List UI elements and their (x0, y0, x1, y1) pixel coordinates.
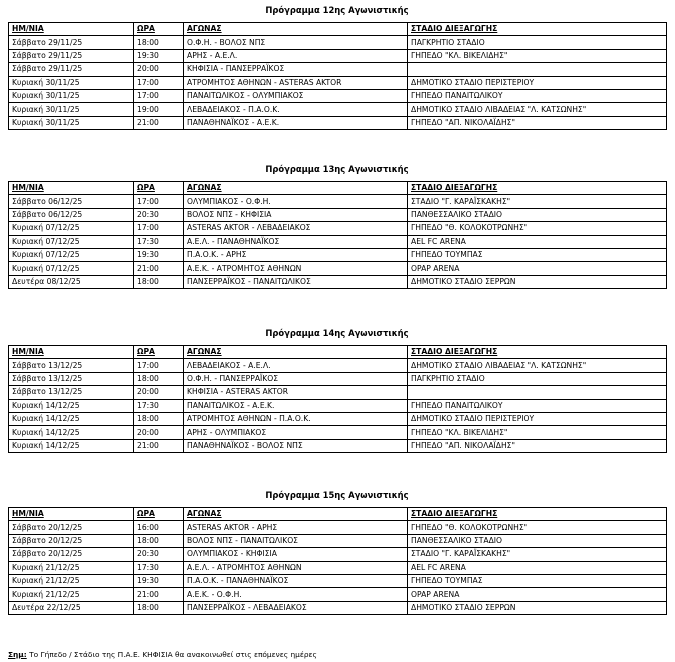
section-title: Πρόγραμμα 13ης Αγωνιστικής (265, 164, 409, 174)
table-row (9, 601, 667, 614)
match-cell: ΠΑΝΑΙΤΩΛΙΚΟΣ - ΟΛΥΜΠΙΑΚΟΣ (184, 89, 408, 102)
stadium-cell: ΔΗΜΟΤΙΚΟ ΣΤΑΔΙΟ ΣΕΡΡΩΝ (408, 275, 667, 288)
date-cell: Κυριακή 21/12/25 (9, 574, 134, 587)
stadium-cell: ΠΑΝΘΕΣΣΑΛΙΚΟ ΣΤΑΔΙΟ (408, 208, 667, 221)
date-cell: Σάββατο 29/11/25 (9, 36, 134, 49)
match-cell: ASTERAS AKTOR - ΑΡΗΣ (184, 521, 408, 534)
match-cell: ΟΛΥΜΠΙΑΚΟΣ - ΚΗΦΙΣΙΑ (184, 548, 408, 561)
table-row (9, 49, 667, 62)
date-cell: Σάββατο 13/12/25 (9, 359, 134, 372)
match-cell: ΑΡΗΣ - ΟΛΥΜΠΙΑΚΟΣ (184, 426, 408, 439)
footnote-text: Το Γήπεδο / Στάδιο της Π.Α.Ε. ΚΗΦΙΣΙΑ θα ανακοινωθεί στις επόμενες ημέρες (26, 650, 317, 659)
time-cell: 19:00 (134, 103, 184, 116)
schedule-table (8, 181, 667, 289)
table-row (9, 195, 667, 208)
stadium-cell: ΓΗΠΕΔΟ "Θ. ΚΟΛΟΚΟΤΡΩΝΗΣ" (408, 521, 667, 534)
header-match: ΑΓΩΝΑΣ (184, 23, 408, 36)
table-row (9, 588, 667, 601)
table-row (9, 222, 667, 235)
stadium-cell: ΓΗΠΕΔΟ "ΑΠ. ΝΙΚΟΛΑΪΔΗΣ" (408, 116, 667, 129)
table-row (9, 561, 667, 574)
header-match: ΑΓΩΝΑΣ (184, 346, 408, 359)
date-cell: Σάββατο 20/12/25 (9, 548, 134, 561)
stadium-cell: ΓΗΠΕΔΟ ΤΟΥΜΠΑΣ (408, 248, 667, 261)
header-date: ΗΜ/ΝΙΑ (9, 346, 134, 359)
match-cell: ΛΕΒΑΔΕΙΑΚΟΣ - Α.Ε.Λ. (184, 359, 408, 372)
time-cell: 17:00 (134, 195, 184, 208)
header-match: ΑΓΩΝΑΣ (184, 182, 408, 195)
header-time: ΩΡΑ (134, 508, 184, 521)
stadium-cell: ΓΗΠΕΔΟ "ΚΛ. ΒΙΚΕΛΙΔΗΣ" (408, 426, 667, 439)
stadium-cell: OPAP ARENA (408, 588, 667, 601)
match-cell: ΒΟΛΟΣ ΝΠΣ - ΠΑΝΑΙΤΩΛΙΚΟΣ (184, 534, 408, 547)
stadium-cell: ΔΗΜΟΤΙΚΟ ΣΤΑΔΙΟ ΠΕΡΙΣΤΕΡΙΟΥ (408, 412, 667, 425)
table-row (9, 412, 667, 425)
header-stadium: ΣΤΑΔΙΟ ΔΙΕΞΑΓΩΓΗΣ (408, 23, 667, 36)
header-stadium: ΣΤΑΔΙΟ ΔΙΕΞΑΓΩΓΗΣ (408, 346, 667, 359)
time-cell: 18:00 (134, 275, 184, 288)
time-cell: 20:30 (134, 548, 184, 561)
match-cell: ΚΗΦΙΣΙΑ - ΠΑΝΣΕΡΡΑΪΚΟΣ (184, 63, 408, 76)
time-cell: 16:00 (134, 521, 184, 534)
stadium-cell: ΔΗΜΟΤΙΚΟ ΣΤΑΔΙΟ ΣΕΡΡΩΝ (408, 601, 667, 614)
time-cell: 19:30 (134, 49, 184, 62)
match-cell: Α.Ε.Λ. - ΠΑΝΑΘΗΝΑΪΚΟΣ (184, 235, 408, 248)
date-cell: Κυριακή 07/12/25 (9, 235, 134, 248)
match-cell: ΠΑΝΣΕΡΡΑΪΚΟΣ - ΛΕΒΑΔΕΙΑΚΟΣ (184, 601, 408, 614)
date-cell: Δευτέρα 22/12/25 (9, 601, 134, 614)
table-row (9, 521, 667, 534)
date-cell: Κυριακή 21/12/25 (9, 561, 134, 574)
table-row (9, 372, 667, 385)
match-cell: ΒΟΛΟΣ ΝΠΣ - ΚΗΦΙΣΙΑ (184, 208, 408, 221)
time-cell: 17:00 (134, 359, 184, 372)
table-row (9, 534, 667, 547)
time-cell: 20:00 (134, 386, 184, 399)
stadium-cell: AEL FC ARENA (408, 561, 667, 574)
date-cell: Κυριακή 07/12/25 (9, 248, 134, 261)
header-date: ΗΜ/ΝΙΑ (9, 23, 134, 36)
table-row (9, 116, 667, 129)
table-row (9, 439, 667, 452)
time-cell: 18:00 (134, 412, 184, 425)
table-row (9, 89, 667, 102)
time-cell: 20:30 (134, 208, 184, 221)
section-title: Πρόγραμμα 14ης Αγωνιστικής (265, 328, 409, 338)
match-cell: ΟΛΥΜΠΙΑΚΟΣ - Ο.Φ.Η. (184, 195, 408, 208)
match-cell: Ο.Φ.Η. - ΠΑΝΣΕΡΡΑΪΚΟΣ (184, 372, 408, 385)
stadium-cell: ΠΑΝΘΕΣΣΑΛΙΚΟ ΣΤΑΔΙΟ (408, 534, 667, 547)
table-row (9, 574, 667, 587)
date-cell: Κυριακή 30/11/25 (9, 116, 134, 129)
time-cell: 21:00 (134, 439, 184, 452)
stadium-cell: AEL FC ARENA (408, 235, 667, 248)
match-cell: ΠΑΝΑΙΤΩΛΙΚΟΣ - Α.Ε.Κ. (184, 399, 408, 412)
time-cell: 20:00 (134, 63, 184, 76)
stadium-cell: ΓΗΠΕΔΟ ΤΟΥΜΠΑΣ (408, 574, 667, 587)
date-cell: Κυριακή 30/11/25 (9, 76, 134, 89)
time-cell: 17:30 (134, 399, 184, 412)
table-row (9, 103, 667, 116)
time-cell: 17:30 (134, 235, 184, 248)
match-cell: Α.Ε.Λ. - ΑΤΡΟΜΗΤΟΣ ΑΘΗΝΩΝ (184, 561, 408, 574)
header-time: ΩΡΑ (134, 182, 184, 195)
time-cell: 19:30 (134, 248, 184, 261)
date-cell: Σάββατο 06/12/25 (9, 195, 134, 208)
match-cell: ΑΡΗΣ - Α.Ε.Λ. (184, 49, 408, 62)
stadium-cell: ΓΗΠΕΔΟ "ΚΛ. ΒΙΚΕΛΙΔΗΣ" (408, 49, 667, 62)
table-row (9, 63, 667, 76)
match-cell: ΑΤΡΟΜΗΤΟΣ ΑΘΗΝΩΝ - Π.Α.Ο.Κ. (184, 412, 408, 425)
match-cell: Π.Α.Ο.Κ. - ΠΑΝΑΘΗΝΑΪΚΟΣ (184, 574, 408, 587)
table-row (9, 76, 667, 89)
date-cell: Κυριακή 14/12/25 (9, 399, 134, 412)
table-row (9, 399, 667, 412)
time-cell: 18:00 (134, 372, 184, 385)
schedule-table (8, 507, 667, 615)
header-row (9, 23, 667, 36)
header-stadium: ΣΤΑΔΙΟ ΔΙΕΞΑΓΩΓΗΣ (408, 508, 667, 521)
match-cell: Ο.Φ.Η. - ΒΟΛΟΣ ΝΠΣ (184, 36, 408, 49)
section-title: Πρόγραμμα 12ης Αγωνιστικής (265, 5, 409, 15)
table-row (9, 359, 667, 372)
date-cell: Κυριακή 14/12/25 (9, 439, 134, 452)
table-row (9, 548, 667, 561)
time-cell: 20:00 (134, 426, 184, 439)
date-cell: Σάββατο 20/12/25 (9, 521, 134, 534)
table-row (9, 386, 667, 399)
stadium-cell: ΔΗΜΟΤΙΚΟ ΣΤΑΔΙΟ ΛΙΒΑΔΕΙΑΣ "Λ. ΚΑΤΣΩΝΗΣ" (408, 103, 667, 116)
header-row (9, 346, 667, 359)
date-cell: Κυριακή 14/12/25 (9, 426, 134, 439)
table-row (9, 235, 667, 248)
stadium-cell: ΔΗΜΟΤΙΚΟ ΣΤΑΔΙΟ ΠΕΡΙΣΤΕΡΙΟΥ (408, 76, 667, 89)
match-cell: Α.Ε.Κ. - Ο.Φ.Η. (184, 588, 408, 601)
header-time: ΩΡΑ (134, 23, 184, 36)
match-cell: ΛΕΒΑΔΕΙΑΚΟΣ - Π.Α.Ο.Κ. (184, 103, 408, 116)
match-cell: ΠΑΝΑΘΗΝΑΪΚΟΣ - ΒΟΛΟΣ ΝΠΣ (184, 439, 408, 452)
schedule-section-13 (8, 163, 666, 289)
table-row (9, 426, 667, 439)
date-cell: Κυριακή 21/12/25 (9, 588, 134, 601)
date-cell: Σάββατο 20/12/25 (9, 534, 134, 547)
date-cell: Σάββατο 13/12/25 (9, 386, 134, 399)
match-cell: ΠΑΝΑΘΗΝΑΪΚΟΣ - Α.Ε.Κ. (184, 116, 408, 129)
table-row (9, 275, 667, 288)
header-date: ΗΜ/ΝΙΑ (9, 508, 134, 521)
stadium-cell (408, 386, 667, 399)
header-match: ΑΓΩΝΑΣ (184, 508, 408, 521)
time-cell: 18:00 (134, 36, 184, 49)
time-cell: 18:00 (134, 601, 184, 614)
header-row (9, 508, 667, 521)
time-cell: 19:30 (134, 574, 184, 587)
date-cell: Κυριακή 30/11/25 (9, 103, 134, 116)
schedule-table (8, 345, 667, 453)
time-cell: 21:00 (134, 116, 184, 129)
table-row (9, 36, 667, 49)
header-time: ΩΡΑ (134, 346, 184, 359)
time-cell: 21:00 (134, 262, 184, 275)
stadium-cell: ΣΤΑΔΙΟ "Γ. ΚΑΡΑΪΣΚΑΚΗΣ" (408, 195, 667, 208)
stadium-cell: ΠΑΓΚΡΗΤΙΟ ΣΤΑΔΙΟ (408, 36, 667, 49)
match-cell: ASTERAS AKTOR - ΛΕΒΑΔΕΙΑΚΟΣ (184, 222, 408, 235)
date-cell: Κυριακή 07/12/25 (9, 262, 134, 275)
schedule-section-14 (8, 327, 666, 453)
date-cell: Σάββατο 29/11/25 (9, 63, 134, 76)
time-cell: 21:00 (134, 588, 184, 601)
match-cell: Π.Α.Ο.Κ. - ΑΡΗΣ (184, 248, 408, 261)
date-cell: Δευτέρα 08/12/25 (9, 275, 134, 288)
time-cell: 17:00 (134, 76, 184, 89)
table-row (9, 262, 667, 275)
date-cell: Κυριακή 30/11/25 (9, 89, 134, 102)
footnote (8, 650, 317, 659)
schedule-section-15 (8, 489, 666, 615)
stadium-cell: ΠΑΓΚΡΗΤΙΟ ΣΤΑΔΙΟ (408, 372, 667, 385)
match-cell: Α.Ε.Κ. - ΑΤΡΟΜΗΤΟΣ ΑΘΗΝΩΝ (184, 262, 408, 275)
time-cell: 17:30 (134, 561, 184, 574)
date-cell: Σάββατο 13/12/25 (9, 372, 134, 385)
table-row (9, 208, 667, 221)
schedule-section-12 (8, 4, 666, 130)
stadium-cell: ΓΗΠΕΔΟ "Θ. ΚΟΛΟΚΟΤΡΩΝΗΣ" (408, 222, 667, 235)
stadium-cell: OPAP ARENA (408, 262, 667, 275)
date-cell: Σάββατο 29/11/25 (9, 49, 134, 62)
time-cell: 18:00 (134, 534, 184, 547)
stadium-cell: ΣΤΑΔΙΟ "Γ. ΚΑΡΑΪΣΚΑΚΗΣ" (408, 548, 667, 561)
date-cell: Κυριακή 14/12/25 (9, 412, 134, 425)
header-date: ΗΜ/ΝΙΑ (9, 182, 134, 195)
time-cell: 17:00 (134, 89, 184, 102)
stadium-cell (408, 63, 667, 76)
match-cell: ΠΑΝΣΕΡΡΑΪΚΟΣ - ΠΑΝΑΙΤΩΛΙΚΟΣ (184, 275, 408, 288)
date-cell: Σάββατο 06/12/25 (9, 208, 134, 221)
stadium-cell: ΓΗΠΕΔΟ ΠΑΝΑΙΤΩΛΙΚΟΥ (408, 89, 667, 102)
table-row (9, 248, 667, 261)
stadium-cell: ΓΗΠΕΔΟ ΠΑΝΑΙΤΩΛΙΚΟΥ (408, 399, 667, 412)
header-row (9, 182, 667, 195)
time-cell: 17:00 (134, 222, 184, 235)
match-cell: ΚΗΦΙΣΙΑ - ASTERAS AKTOR (184, 386, 408, 399)
schedule-table (8, 22, 667, 130)
date-cell: Κυριακή 07/12/25 (9, 222, 134, 235)
stadium-cell: ΔΗΜΟΤΙΚΟ ΣΤΑΔΙΟ ΛΙΒΑΔΕΙΑΣ "Λ. ΚΑΤΣΩΝΗΣ" (408, 359, 667, 372)
section-title: Πρόγραμμα 15ης Αγωνιστικής (265, 490, 409, 500)
stadium-cell: ΓΗΠΕΔΟ "ΑΠ. ΝΙΚΟΛΑΪΔΗΣ" (408, 439, 667, 452)
header-stadium: ΣΤΑΔΙΟ ΔΙΕΞΑΓΩΓΗΣ (408, 182, 667, 195)
match-cell: ΑΤΡΟΜΗΤΟΣ ΑΘΗΝΩΝ - ASTERAS AKTOR (184, 76, 408, 89)
footnote-label: Σημ: (8, 650, 27, 659)
